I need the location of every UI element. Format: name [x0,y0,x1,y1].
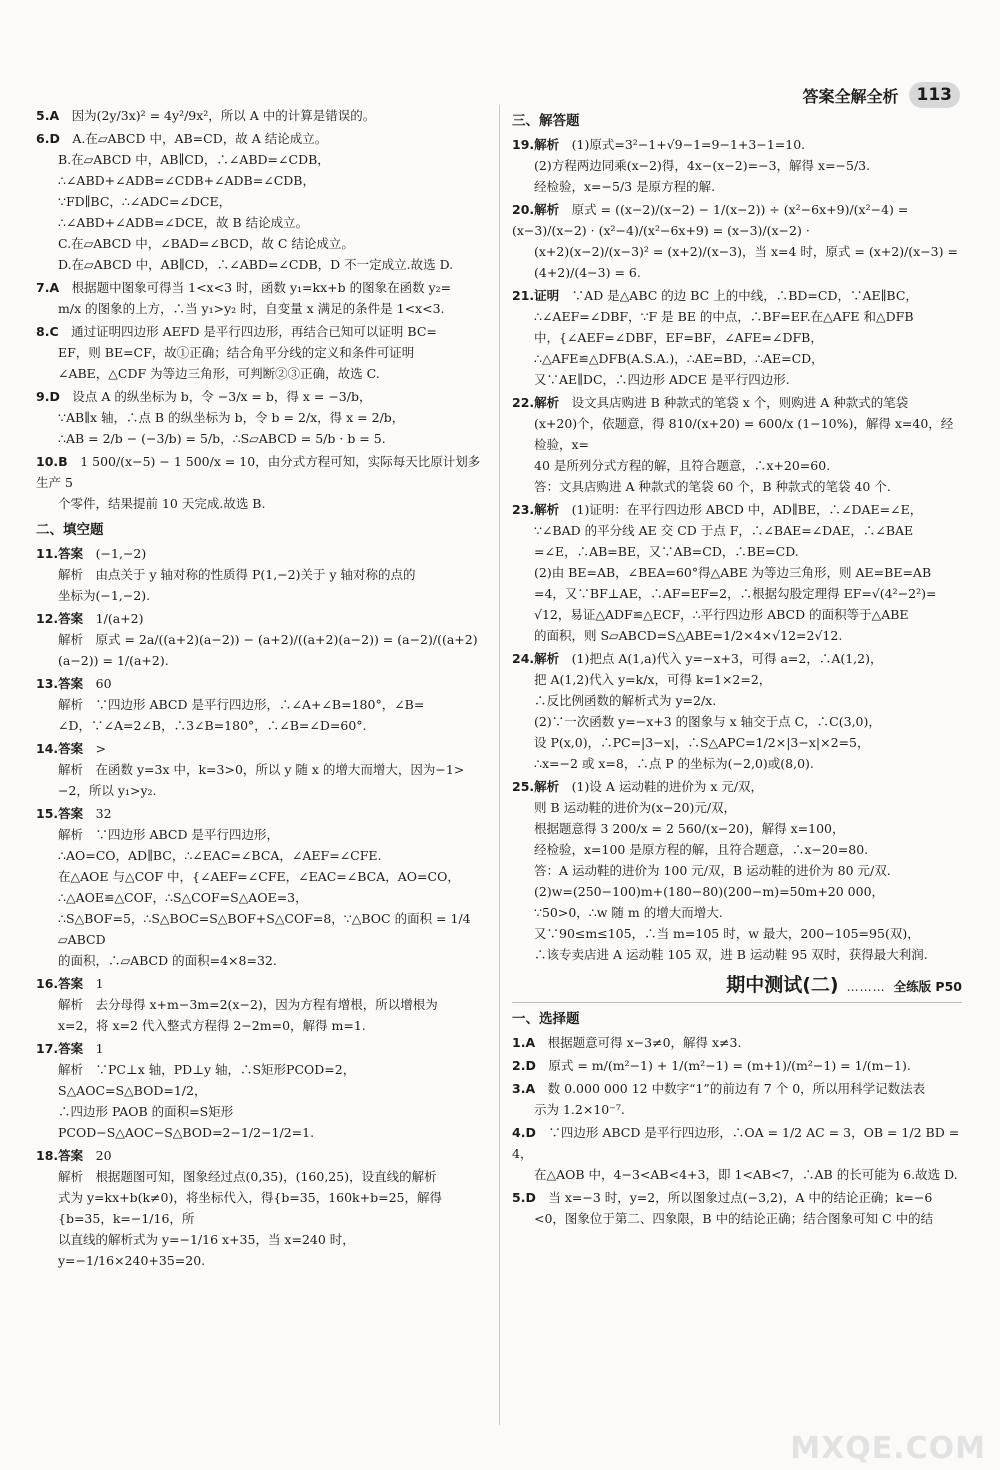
question-number: 5.A [36,108,60,123]
answer-item [36,543,484,606]
answer-item [512,1032,962,1053]
answer-text: > [95,741,107,756]
answer-item [512,776,962,965]
midterm-title: 期中测试(二) [726,974,839,996]
answer-text: 答：A 运动鞋的进价为 100 元/双，B 运动鞋的进价为 80 元/双. [534,863,891,878]
answer-line [36,233,484,254]
answer-text: ∵FD∥BC，∴∠ADC=∠DCE， [58,194,232,209]
question-number: 15.答案 [36,806,84,821]
answer-text: 坐标为(−1,−2). [58,588,151,603]
question-number: 10.B [36,454,68,469]
answer-line [36,149,484,170]
answer-text: 设点 A 的纵坐标为 b，令 −3/x = b，得 x = −3/b， [72,389,372,404]
answer-line [36,780,484,801]
answer-line [36,1187,484,1229]
answer-text: ∵50>0，∴w 随 m 的增大而增大. [534,905,723,920]
answer-text: 个零件，结果提前 10 天完成.故选 B. [58,496,266,511]
answer-line [512,881,962,902]
answer-text: ∵AD 是△ABC 的边 BC 上的中线，∴BD=CD，∵AE∥BC， [571,288,918,303]
answer-line [36,363,484,384]
answer-item [36,1038,484,1143]
answer-line [512,327,962,348]
question-number: 9.D [36,389,60,404]
question-number: 20.解析 [512,202,560,217]
question-number: 4.D [512,1125,536,1140]
question-number: 11.答案 [36,546,84,561]
answer-line [36,866,484,887]
midterm-banner [512,975,962,1003]
answer-text: 根据题意得 3 200/x = 2 560/(x−20)，解得 x=100， [534,821,845,836]
question-number: 19.解析 [512,137,560,152]
answer-item [512,134,962,197]
header-title: 答案全解全析 [802,86,899,106]
answer-text: −2，所以 y₁>y₂. [58,783,157,798]
answer-line [512,392,962,413]
answer-text: (1)把点 A(1,a)代入 y=−x+3，可得 a=2，∴A(1,2)， [571,651,883,666]
answer-text: 示为 1.2×10⁻⁷. [534,1102,625,1117]
section-heading: 二、填空题 [36,522,104,538]
answer-line [512,348,962,369]
answer-line [512,413,962,455]
answer-line [36,342,484,363]
question-number: 6.D [36,131,60,146]
answer-line [512,155,962,176]
answer-text: B.在▱ABCD 中，AB∥CD，∴∠ABD=∠CDB， [58,152,330,167]
answer-text: 解析 在函数 y=3x 中，k=3>0，所以 y 随 x 的增大而增大，因为−1> [58,762,465,777]
answer-line [36,845,484,866]
answer-line [512,648,962,669]
answer-text: 又∵90≤m≤105，∴当 m=105 时，w 最大，200−105=95(双)， [534,926,920,941]
answer-text: 解析 去分母得 x+m−3m=2(x−2)，因为方程有增根，所以增根为 [58,997,438,1012]
answer-line [36,428,484,449]
answer-text: 把 A(1,2)代入 y=k/x，可得 k=1×2=2， [534,672,772,687]
question-number: 13.答案 [36,676,84,691]
answer-item [36,973,484,1036]
answer-line [512,199,962,241]
answer-line [512,1208,962,1229]
answer-text: 答：文具店购进 A 种款式的笔袋 60 个，B 种款式的笔袋 40 个. [534,479,891,494]
answer-line [36,386,484,407]
answer-text: (x+20)个，依题意，得 810/(x+20) = 600/x (1−10%)，解得 x=40，经检验，x= [534,416,954,452]
answer-text: ∴反比例函数的解析式为 y=2/x. [534,693,717,708]
answer-line [36,950,484,971]
answer-line [36,298,484,319]
answer-line [512,776,962,797]
answer-item [512,199,962,283]
midterm-source: 全练版 P50 [893,979,962,994]
question-number: 1.A [512,1035,536,1050]
answer-line [512,1055,962,1076]
answer-item [512,1078,962,1120]
answer-item [36,386,484,449]
answer-text: =∠E，∴AB=BE，又∵AB=CD，∴BE=CD. [534,544,799,559]
answer-line [512,839,962,860]
answer-line [36,973,484,994]
answer-text: 经检验，x=100 是原方程的解，且符合题意，∴x−20=80. [534,842,869,857]
answer-text: ∵四边形 ABCD 是平行四边形，∴OA = 1/2 AC = 3，OB = 1/2 BD = 4， [512,1125,964,1161]
question-number: 24.解析 [512,651,560,666]
answer-text: 原式 = m/(m²−1) + 1/(m²−1) = (m+1)/(m²−1) = 1/(m−1). [548,1058,911,1073]
question-number: 18.答案 [36,1148,84,1163]
answer-item [36,451,484,514]
answer-line [36,585,484,606]
answer-line [36,105,484,126]
answer-text: 经检验，x=−5/3 是原方程的解. [534,179,716,194]
answer-text: ∴∠AEF=∠DBF，∵F 是 BE 的中点，∴BF=EF.在△AFE 和△DFB [534,309,914,324]
answer-text: 解析 ∵四边形 ABCD 是平行四边形， [58,827,279,842]
answer-line [36,994,484,1015]
answer-text: 20 [95,1148,112,1163]
answer-line [36,1229,484,1271]
question-number: 8.C [36,324,59,339]
answer-text: 式为 y=kx+b(k≠0)，将坐标代入，得{b=35，160k+b=25，解得{b=35，k=−1/16，所 [58,1190,442,1226]
watermark: MXQE.COM [790,1431,986,1466]
answer-line [36,1166,484,1187]
answer-text: ∴AB = 2/b − (−3/b) = 5/b，∴S▱ABCD = 5/b · b = 5. [58,431,386,446]
answer-item [512,1187,962,1229]
answer-text: 解析 ∵PC⊥x 轴，PD⊥y 轴，∴S矩形PCOD=2，S△AOC=S△BOD=1/2， [58,1062,356,1098]
right-column [512,105,962,1231]
answer-line [512,369,962,390]
answer-line [512,1078,962,1099]
answer-text: x=2，将 x=2 代入整式方程得 2−2m=0，解得 m=1. [58,1018,366,1033]
answer-text: 设文具店购进 B 种款式的笔袋 x 个，则购进 A 种款式的笔袋 [571,395,909,410]
answer-line [36,803,484,824]
answer-line [512,1122,962,1164]
answer-text: ∴△AOE≌△COF，∴S△COF=S△AOE=3， [58,890,308,905]
answer-item [36,803,484,971]
answer-text: ∴△AFE≌△DFB(A.S.A.)，∴AE=BD，∴AE=CD， [534,351,824,366]
answer-text: (2)由 BE=AB，∠BEA=60°得△ABE 为等边三角形，则 AE=BE=AB [534,565,932,580]
answer-line [512,176,962,197]
answer-text: 设 P(x,0)，∴PC=|3−x|，∴S△APC=1/2×|3−x|×2=5， [534,735,870,750]
answer-text: 解析 原式 = 2a/((a+2)(a−2)) − (a+2)/((a+2)(a−2)) = (a−2)/((a+2)(a−2)) = 1/(a+2). [58,632,478,668]
answer-line [36,759,484,780]
answer-text: 通过证明四边形 AEFD 是平行四边形，再结合已知可以证明 BC= [71,324,437,339]
answer-text: 60 [95,676,112,691]
answer-line [36,451,484,493]
answer-text: 32 [95,806,112,821]
answer-text: 的面积，∴▱ABCD 的面积=4×8=32. [58,953,277,968]
answer-line [512,732,962,753]
answer-item [36,608,484,671]
answer-item [36,105,484,126]
answer-line [36,629,484,671]
answer-line [512,1164,962,1185]
answer-line [512,499,962,520]
answer-text: (1)设 A 运动鞋的进价为 x 元/双， [571,779,764,794]
answer-line [512,669,962,690]
answer-line [512,520,962,541]
answer-text: 1 [95,1041,104,1056]
question-number: 25.解析 [512,779,560,794]
question-number: 3.A [512,1081,536,1096]
answer-line [36,170,484,191]
section-heading: 一、选择题 [512,1011,580,1027]
question-number: 14.答案 [36,741,84,756]
answer-text: C.在▱ABCD 中，∠BAD=∠BCD，故 C 结论成立。 [58,236,354,251]
answer-line [512,604,962,625]
answer-text: ∵AB∥x 轴，∴点 B 的纵坐标为 b，令 b = 2/x，得 x = 2/b， [58,410,405,425]
answer-line [512,134,962,155]
answer-line [36,1145,484,1166]
answer-text: (2)∵一次函数 y=−x+3 的图象与 x 轴交于点 C，∴C(3,0)， [534,714,881,729]
page-number: 113 [909,82,961,108]
answer-text: 根据题意可得 x−3≠0，解得 x≠3. [547,1035,742,1050]
answer-item [36,277,484,319]
answer-line [36,673,484,694]
answer-line [36,608,484,629]
answer-item [512,1122,962,1185]
answer-text: 在△AOB 中，4−3<AB<4+3，即 1<AB<7，∴AB 的长可能为 6.故选 D. [534,1167,958,1182]
answer-item [36,128,484,275]
answer-line [512,860,962,881]
answer-text: ∴四边形 PAOB 的面积=S矩形PCOD−S△AOC−S△BOD=2−1/2−1/2=1. [58,1104,315,1140]
answer-line [512,562,962,583]
answer-text: (−1,−2) [95,546,147,561]
answer-line [36,564,484,585]
answer-line [36,277,484,298]
answer-line [36,128,484,149]
answer-item [512,285,962,390]
answer-line [512,1187,962,1208]
question-number: 22.解析 [512,395,560,410]
question-number: 23.解析 [512,502,560,517]
answer-text: (2)w=(250−100)m+(180−80)(200−m)=50m+20 000， [534,884,885,899]
answer-text: 则 B 运动鞋的进价为(x−20)元/双， [534,800,737,815]
answer-line [512,711,962,732]
answer-text: 根据题中图象可得当 1<x<3 时，函数 y₁=kx+b 的图象在函数 y₂= [71,280,452,295]
answer-item [512,499,962,646]
answer-text: (1)证明：在平行四边形 ABCD 中，AD∥BE，∴∠DAE=∠E， [571,502,923,517]
question-number: 7.A [36,280,60,295]
answer-item [512,392,962,497]
answer-line [512,690,962,711]
answer-text: √12，易证△ADF≌△ECF，∴平行四边形 ABCD 的面积等于△ABE [534,607,909,622]
answer-line [36,1015,484,1036]
answer-text: 中，{∠AEF=∠DBF，EF=BF，∠AFE=∠DFB， [534,330,823,345]
answer-text: ∠D，∵∠A=2∠B，∴3∠B=180°，∴∠B=∠D=60°. [58,718,367,733]
answer-line [36,694,484,715]
answer-text: 1/(a+2) [95,611,144,626]
answer-text: (1)原式=3²−1+√9−1=9−1+3−1=10. [571,137,806,152]
answer-line [36,191,484,212]
answer-line [36,493,484,514]
answer-item [512,1055,962,1076]
answer-line [36,715,484,736]
section-heading: 三、解答题 [512,113,580,129]
answer-line [512,944,962,965]
answer-text: D.在▱ABCD 中，AB∥CD，∴∠ABD=∠CDB，D 不一定成立.故选 D. [58,257,454,272]
answer-line [36,1038,484,1059]
left-column [36,105,484,1273]
answer-line [36,321,484,342]
answer-line [512,583,962,604]
answer-text: =4，又∵BF⊥AE，∴AF=EF=2，∴根据勾股定理得 EF=√(4²−2²)= [534,586,937,601]
answer-text: ∴S△BOF=5，∴S△BOC=S△BOF+S△COF=8，∵△BOC 的面积 = 1/4 ▱ABCD [58,911,475,947]
answer-line [512,818,962,839]
answer-line [36,1101,484,1143]
answer-text: 解析 根据题图可知，图象经过点(0,35)，(160,25)，设直线的解析 [58,1169,437,1184]
answer-line [36,254,484,275]
answer-line [36,212,484,233]
answer-line [512,625,962,646]
answer-text: (2)方程两边同乘(x−2)得，4x−(x−2)=−3，解得 x=−5/3. [534,158,871,173]
question-number: 16.答案 [36,976,84,991]
answer-line [512,923,962,944]
answer-text: ∴∠ABD+∠ADB=∠DCE，故 B 结论成立。 [58,215,309,230]
answer-text: ∴∠ABD+∠ADB=∠CDB+∠ADB=∠CDB， [58,173,315,188]
answer-line [512,753,962,774]
answer-line [512,797,962,818]
answer-line [36,1059,484,1101]
answer-text: 解析 由点关于 y 轴对称的性质得 P(1,−2)关于 y 轴对称的点的 [58,567,416,582]
answer-text: 当 x=−3 时，y=2，所以图象过点(−3,2)，A 中的结论正确；k=−6 [548,1190,933,1205]
midterm-dots: ……… [846,980,886,994]
answer-line [36,738,484,759]
question-number: 5.D [512,1190,536,1205]
answer-text: 40 是所列分式方程的解，且符合题意，∴x+20=60. [534,458,831,473]
answer-text: 的面积，则 S▱ABCD=S△ABE=1/2×4×√12=2√12. [534,628,843,643]
answer-line [512,476,962,497]
answer-item [36,321,484,384]
answer-text: 1 500/(x−5) − 1 500/x = 10，由分式方程可知，实际每天比原计划多生产 5 [36,454,481,490]
answer-text: 以直线的解析式为 y=−1/16 x+35，当 x=240 时，y=−1/16×240+35=20. [58,1232,355,1268]
answer-line [36,407,484,428]
answer-item [36,738,484,801]
answer-line [512,541,962,562]
answer-text: ∠ABE，△CDF 为等边三角形，可判断②③正确，故选 C. [58,366,380,381]
answer-text: m/x 的图象的上方，∴当 y₁>y₂ 时，自变量 x 满足的条件是 1<x<3. [58,301,445,316]
answer-line [512,285,962,306]
answer-line [512,1032,962,1053]
answer-line [512,306,962,327]
answer-line [36,824,484,845]
answer-text: (x+2)(x−2)/(x−3)² = (x+2)/(x−3)，当 x=4 时，原式 = (x+2)/(x−3) = (4+2)/(4−3) = 6. [534,244,962,280]
answer-text: ∴x=−2 或 x=8，∴点 P 的坐标为(−2,0)或(8,0). [534,756,814,771]
answer-text: 因为(2y/3x)² = 4y²/9x²，所以 A 中的计算是错误的。 [71,108,376,123]
answer-line [512,902,962,923]
answer-text: ∵∠BAD 的平分线 AE 交 CD 于点 F，∴∠BAE=∠DAE，∴∠BAE [534,523,914,538]
answer-text: 又∵AE∥DC，∴四边形 ADCE 是平行四边形. [534,372,790,387]
column-divider [499,105,500,1425]
answer-text: A.在▱ABCD 中，AB=CD，故 A 结论成立。 [72,131,328,146]
answer-item [36,1145,484,1271]
answer-line [36,908,484,950]
answer-line [512,241,962,283]
answer-line [36,887,484,908]
answer-item [512,648,962,774]
question-number: 17.答案 [36,1041,84,1056]
answer-text: EF，则 BE=CF，故①正确；结合角平分线的定义和条件可证明 [58,345,415,360]
answer-text: 在△AOE 与△COF 中，{∠AEF=∠CFE，∠EAC=∠BCA，AO=CO， [58,869,460,884]
answer-item [36,673,484,736]
answer-text: 1 [95,976,104,991]
question-number: 21.证明 [512,288,560,303]
answer-text: 数 0.000 000 12 中数字“1”的前边有 7 个 0，所以用科学记数法表 [547,1081,926,1096]
answer-line [36,543,484,564]
answer-text: 原式 = ((x−2)/(x−2) − 1/(x−2)) ÷ (x²−6x+9)/(x²−4) = (x−3)/(x−2) · (x²−4)/(x²−6x+9) = (x−3)/(x−2) · [512,202,913,238]
question-number: 12.答案 [36,611,84,626]
answer-text: 解析 ∵四边形 ABCD 是平行四边形，∴∠A+∠B=180°，∠B= [58,697,425,712]
question-number: 2.D [512,1058,536,1073]
answer-line [512,455,962,476]
answer-text: ∴该专卖店进 A 运动鞋 105 双，进 B 运动鞋 95 双时，获得最大利润. [534,947,928,962]
answer-text: <0，图象位于第二、四象限，B 中的结论正确；结合图象可知 C 中的结 [534,1211,934,1226]
answer-text: ∴AO=CO，AD∥BC，∴∠EAC=∠BCA，∠AEF=∠CFE. [58,848,382,863]
answer-line [512,1099,962,1120]
